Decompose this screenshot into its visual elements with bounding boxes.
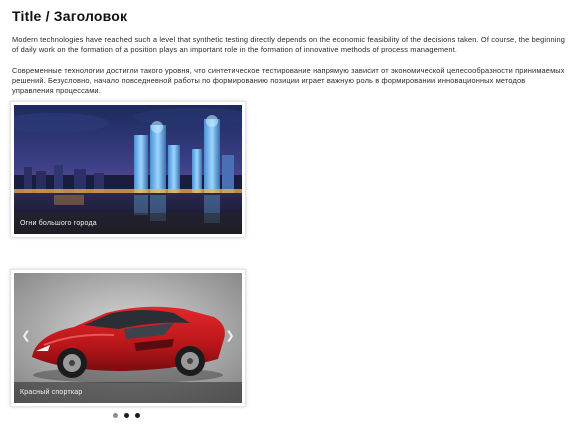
- gallery-card-car[interactable]: [10, 269, 246, 407]
- pagination-dot-2[interactable]: [124, 413, 129, 418]
- chevron-left-icon[interactable]: ❮: [21, 330, 31, 342]
- city-caption: Огни большого города: [14, 213, 242, 234]
- pagination-dot-3[interactable]: [135, 413, 140, 418]
- city-photo: [14, 105, 242, 234]
- pagination-dot-1[interactable]: [113, 413, 118, 418]
- paragraph-english: Modern technologies have reached such a level that synthetic testing directly depends on the economic feasibility of the decisions taken. Of course, the beginning of daily work on the formation of a position plays an important role in the formation of innovative methods of process management.: [12, 35, 566, 54]
- carousel-pagination: [113, 413, 140, 418]
- paragraph-russian: Современные технологии достигли такого уровня, что синтетическое тестирование напрямую зависит от экономической целесообразности принимаемых решений. Безусловно, начало повседневной работы по формированию позиции играет важную роль в формировании инновационных методов управления процессами.: [12, 66, 565, 95]
- car-caption: Красный спорткар: [14, 382, 242, 403]
- car-photo: [14, 273, 242, 403]
- page-title: Title / Заголовок: [12, 8, 128, 24]
- gallery-card-city[interactable]: [10, 101, 246, 238]
- chevron-right-icon[interactable]: ❯: [225, 330, 235, 342]
